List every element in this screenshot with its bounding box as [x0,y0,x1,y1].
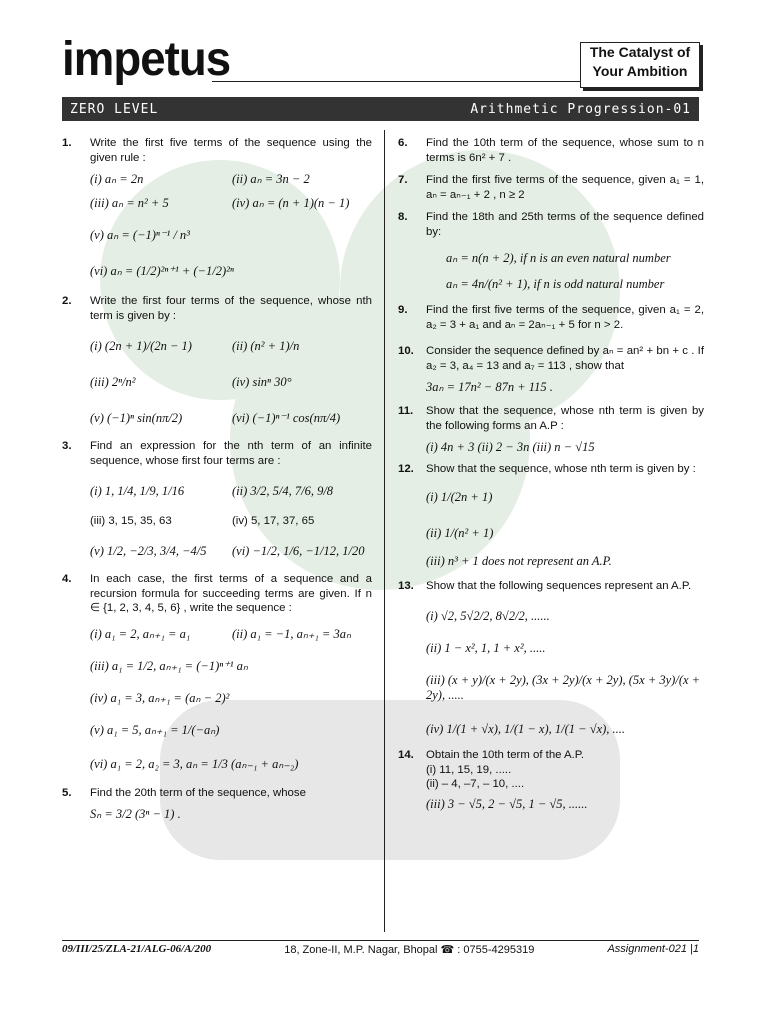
question-text: Show that the sequence, whose nth term is given by : [426,463,696,475]
right-column [398,136,704,820]
question-number: 2. [62,295,72,307]
question-text: In each case, the first terms of a sequence and a recursion formula for succeeding terms are given. If n ∈ {1, 2, 3, 4, 5, 6} , write the sequence : [90,573,372,614]
option: (iii) n³ + 1 does not represent an A.P. [426,554,612,569]
question-text: Find the 10th term of the sequence, whose sum to n terms is 6n² + 7 . [426,137,704,164]
piecewise-case: aₙ = n(n + 2), if n is an even natural number [446,250,671,265]
assignment-number: Assignment-021 |1 [607,943,699,955]
options-grid [90,337,372,427]
option: (ii) 3/2, 5/4, 7/6, 9/8 [232,483,334,498]
left-column [62,136,372,829]
topic-label: Arithmetic Progression-01 [470,101,691,117]
option: (vi) aₙ = (1/2)²ⁿ⁺¹ + (−1/2)²ⁿ [90,263,234,278]
question-6 [398,136,704,165]
question-text: Show that the sequence, whose nth term is given by the following forms an A.P : [426,405,704,432]
option: (iii) 2ⁿ/n² [90,374,136,389]
question-number: 4. [62,573,72,585]
option: (i) 4n + 3 (ii) 2 − 3n (iii) n − √15 [426,439,595,454]
option: (i) 1, 1/4, 1/9, 1/16 [90,483,185,498]
option: (iii) (x + y)/(x + 2y), (3x + 2y)/(x + 2y), (5x + 3y)/(x + 2y), ..... [426,673,701,702]
question-1 [62,136,372,280]
title-banner [62,97,699,121]
options-grid [90,482,372,560]
question-text: Find the 18th and 25th terms of the sequence defined by: [426,211,704,238]
question-14 [398,748,704,814]
option: (iv) a₁ = 3, aₙ₊₁ = (aₙ − 2)² [90,691,230,706]
option: (ii) (n² + 1)/n [232,338,300,353]
option: (iv) 5, 17, 37, 65 [232,514,315,527]
option: (iv) aₙ = (n + 1)(n − 1) [232,195,350,210]
question-number: 1. [62,137,72,149]
column-divider [384,130,385,932]
question-number: 10. [398,345,414,357]
question-8 [398,210,704,293]
option: (i) 1/(2n + 1) [426,490,493,505]
impetus-logo: impetus [62,33,231,86]
level-label: ZERO LEVEL [70,101,159,117]
option: (v) (−1)ⁿ sin(nπ/2) [90,410,183,425]
page-footer [62,940,699,956]
question-3 [62,439,372,560]
option: (iii) aₙ = n² + 5 [90,195,169,210]
option: (i) 11, 15, 19, ..... [426,763,512,776]
question-7 [398,173,704,202]
option: (v) 1/2, −2/3, 3/4, −4/5 [90,543,207,558]
options-grid [90,170,372,212]
option: (vi) a₁ = 2, a₂ = 3, aₙ = 1/3 (aₙ₋₁ + aₙ₋₂) [90,757,299,772]
question-text: Find the first five terms of the sequence, given a₁ = 1, aₙ = aₙ₋₁ + 2 , n ≥ 2 [426,174,704,201]
question-number: 5. [62,786,72,799]
option: (ii) aₙ = 3n − 2 [232,171,310,186]
question-text: Consider the sequence defined by aₙ = an² + bn + c . If a₂ = 3, a₄ = 13 and a₇ = 113 , show that [426,345,704,372]
question-number: 11. [398,405,414,417]
tagline-line2: Your Ambition [592,63,688,79]
option: (i) aₙ = 2n [90,171,144,186]
option: (vi) (−1)ⁿ⁻¹ cos(nπ/4) [232,410,341,425]
question-text: Write the first four terms of the sequence, whose nth term is given by : [90,295,372,322]
document-code: 09/III/25/ZLA-21/ALG-06/A/200 [62,943,212,955]
question-2 [62,294,372,427]
question-9 [398,303,704,332]
tagline-box [580,42,700,88]
question-10 [398,344,704,396]
options-grid [90,626,372,644]
option: (iii) 3, 15, 35, 63 [90,514,172,527]
option: (ii) – 4, –7, – 10, .... [426,778,525,790]
option: (iii) 3 − √5, 2 − √5, 1 − √5, ...... [426,797,588,812]
address: 18, Zone-II, M.P. Nagar, Bhopal ☎ : 0755-4295319 [284,944,535,956]
option: (ii) 1/(n² + 1) [426,526,494,541]
option: (vi) −1/2, 1/6, −1/12, 1/20 [232,543,365,558]
option: (i) a₁ = 2, aₙ₊₁ = a₁ [90,627,191,642]
option: (i) √2, 5√2/2, 8√2/2, ...... [426,608,550,623]
option: Sₙ = 3/2 (3ⁿ − 1) . [90,806,181,821]
option: (iv) sinⁿ 30° [232,374,292,389]
question-12 [398,462,704,571]
question-text: Find an expression for the nth term of an infinite sequence, whose first four terms are : [90,440,372,467]
piecewise-case: aₙ = 4n/(n² + 1), if n is odd natural number [446,276,665,291]
question-text: Obtain the 10th term of the A.P. [426,749,585,761]
question-number: 7. [398,174,408,186]
question-text: Write the first five terms of the sequence using the given rule : [90,137,372,164]
question-number: 8. [398,211,408,223]
option: 3aₙ = 17n² − 87n + 115 . [426,379,553,394]
question-11 [398,404,704,456]
option: (ii) 1 − x², 1, 1 + x², ..... [426,640,546,655]
question-5 [62,786,372,824]
option: (ii) a₁ = −1, aₙ₊₁ = 3aₙ [232,627,351,642]
option: (i) (2n + 1)/(2n − 1) [90,338,192,353]
question-number: 3. [62,440,72,452]
option: (iv) 1/(1 + √x), 1/(1 − x), 1/(1 − √x), .... [426,721,626,736]
option: (v) a₁ = 5, aₙ₊₁ = 1/(−aₙ) [90,723,220,738]
question-number: 14. [398,749,414,761]
question-number: 6. [398,137,408,149]
option: (v) aₙ = (−1)ⁿ⁻¹ / n³ [90,227,190,242]
question-text: Find the first five terms of the sequence, given a₁ = 2, a₂ = 3 + a₁ and aₙ = 2aₙ₋₁ + 5 for n > 2. [426,304,704,331]
question-number: 12. [398,463,414,475]
header-rule [212,81,580,82]
question-13 [398,579,704,739]
question-number: 9. [398,304,408,316]
question-text: Show that the following sequences represent an A.P. [426,579,692,592]
question-4 [62,572,372,774]
option: (iii) a₁ = 1/2, aₙ₊₁ = (−1)ⁿ⁺¹ aₙ [90,659,248,674]
question-number: 13. [398,579,414,592]
tagline-line1: The Catalyst of [589,44,691,60]
question-text: Find the 20th term of the sequence, whose [90,786,306,799]
